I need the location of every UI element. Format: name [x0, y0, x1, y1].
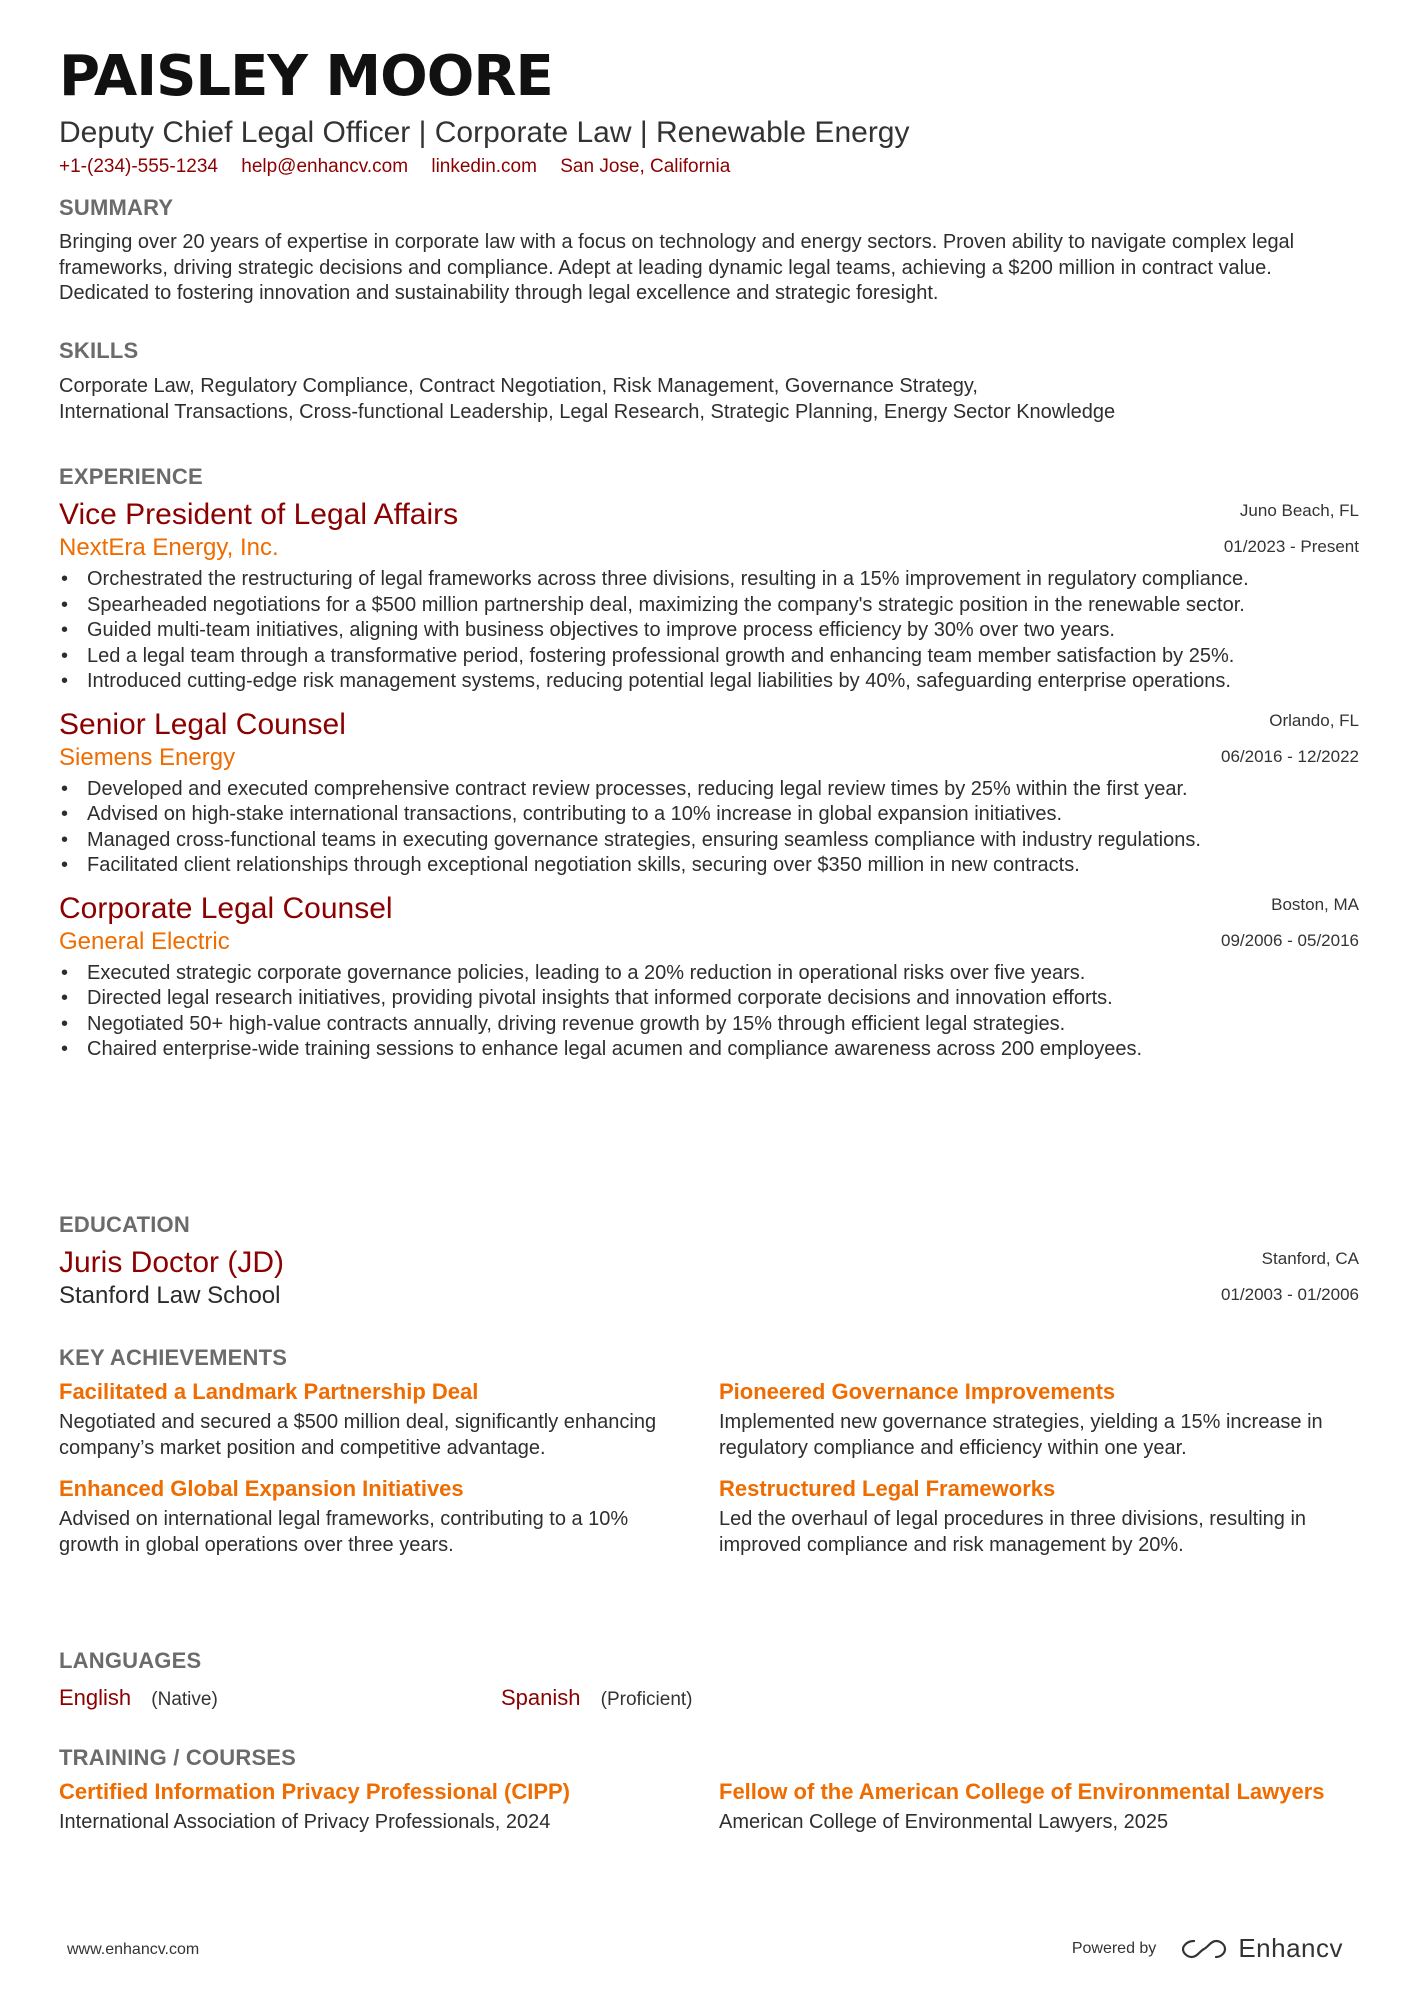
achievement-title: Enhanced Global Expansion Initiatives: [59, 1476, 464, 1501]
job-entry: [59, 497, 1359, 695]
education-section: [59, 1211, 1359, 1311]
skills-section: [59, 337, 1359, 425]
job-location: Boston, MA: [1271, 894, 1359, 914]
list-item: • Orchestrated the restructuring of legal frameworks across three divisions, resulting in a 15% improvement in regulatory compliance.: [59, 567, 1359, 593]
job-entry: [59, 707, 1359, 879]
job-dates: 01/2023 - Present: [1223, 537, 1359, 556]
languages-list: [59, 1683, 1359, 1715]
job-role: Vice President of Legal Affairs: [59, 498, 459, 531]
job-bullets: [59, 777, 1359, 879]
contact-linkedin[interactable]: linkedin.com: [431, 156, 537, 177]
language-name: Spanish: [501, 1685, 581, 1710]
job-dates: 06/2016 - 12/2022: [1220, 746, 1359, 766]
achievement-item: [59, 1378, 679, 1461]
powered-by-label: Powered by: [1071, 1939, 1157, 1957]
job-role: Corporate Legal Counsel: [59, 891, 393, 925]
section-title: KEY ACHIEVEMENTS: [59, 1345, 288, 1370]
training-title: Certified Information Privacy Professional (CIPP): [59, 1779, 571, 1804]
list-item: • Executed strategic corporate governance policies, leading to a 20% reduction in operational risks over five years.: [59, 961, 1359, 987]
contact-email[interactable]: help@enhancv.com: [241, 156, 409, 177]
training-desc: American College of Environmental Lawyers, 2025: [719, 1811, 1169, 1833]
achievement-title: Restructured Legal Frameworks: [719, 1476, 1056, 1501]
education-entry: [59, 1245, 1359, 1311]
list-item: • Directed legal research initiatives, providing pivotal insights that informed corporate decisions and innovation efforts.: [59, 986, 1359, 1012]
training-grid: [59, 1778, 1359, 1836]
list-item: • Introduced cutting-edge risk management systems, reducing potential legal liabilities by 40%, safeguarding enterprise operations.: [59, 669, 1359, 695]
training-title: Fellow of the American College of Environmental Lawyers: [719, 1779, 1325, 1804]
list-item: • Advised on high-stake international transactions, contributing to a 10% increase in global expansion initiatives.: [59, 802, 1359, 828]
job-company: General Electric: [59, 927, 230, 955]
education-degree: Juris Doctor (JD): [59, 1246, 285, 1279]
achievement-desc: Led the overhaul of legal procedures in three divisions, resulting in improved compliance and risk management by 20%.: [719, 1508, 1307, 1556]
achievement-item: [719, 1475, 1339, 1558]
job-entry: [59, 891, 1359, 1063]
enhancv-logo-icon: [1180, 1937, 1228, 1961]
language-name: English: [59, 1685, 132, 1710]
job-location: Orlando, FL: [1269, 710, 1359, 730]
achievements-section: [59, 1344, 1359, 1558]
headline: Deputy Chief Legal Officer | Corporate Law | Renewable Energy: [59, 116, 910, 149]
job-bullets: [59, 961, 1359, 1063]
education-school: Stanford Law School: [59, 1282, 281, 1309]
summary-section: [59, 194, 1359, 307]
skills-line: Corporate Law, Regulatory Compliance, Contract Negotiation, Risk Management, Governance Strategy,: [59, 375, 978, 397]
footer-branding: [1072, 1933, 1343, 1964]
contact-phone[interactable]: +1-(234)-555-1234: [59, 156, 218, 177]
job-dates: 09/2006 - 05/2016: [1220, 930, 1359, 950]
footer-website[interactable]: www.enhancv.com: [67, 1941, 200, 1958]
summary-text: Bringing over 20 years of expertise in corporate law with a focus on technology and energy sectors. Proven ability to navigate complex legal frameworks, driving strategic decisions and compliance. Adept at leading dynamic legal teams, achieving a $200 million in contract value. Dedicated to fostering innovation and sustainability through legal excellence and strategic foresight.: [59, 231, 1295, 304]
achievement-title: Facilitated a Landmark Partnership Deal: [59, 1379, 479, 1404]
achievement-desc: Implemented new governance strategies, yielding a 15% increase in regulatory compliance and efficiency within one year.: [719, 1411, 1323, 1459]
section-title: LANGUAGES: [59, 1648, 202, 1673]
section-title: EDUCATION: [59, 1212, 190, 1237]
training-desc: International Association of Privacy Professionals, 2024: [59, 1811, 551, 1833]
list-item: • Negotiated 50+ high-value contracts annually, driving revenue growth by 15% through efficient legal strategies.: [59, 1012, 1359, 1038]
achievement-item: [59, 1475, 679, 1558]
training-item: [719, 1778, 1339, 1836]
achievement-item: [719, 1378, 1339, 1461]
section-title: TRAINING / COURSES: [59, 1745, 297, 1770]
section-title: EXPERIENCE: [59, 464, 203, 489]
achievement-desc: Negotiated and secured a $500 million deal, significantly enhancing company’s market position and competitive advantage.: [59, 1411, 657, 1459]
language-item: [59, 1683, 501, 1715]
job-company: NextEra Energy, Inc.: [59, 534, 279, 561]
section-title: SKILLS: [59, 338, 139, 363]
list-item: • Led a legal team through a transformative period, fostering professional growth and enhancing team member satisfaction by 25%.: [59, 644, 1359, 670]
brand-name: Enhancv: [1238, 1933, 1343, 1963]
languages-section: [59, 1647, 1359, 1715]
contact-info: [59, 154, 1359, 180]
list-item: • Facilitated client relationships through exceptional negotiation skills, securing over $350 million in new contracts.: [59, 853, 1359, 879]
language-item: [501, 1683, 943, 1715]
skills-line: International Transactions, Cross-functional Leadership, Legal Research, Strategic Planning, Energy Sector Knowledge: [59, 400, 1116, 423]
achievement-title: Pioneered Governance Improvements: [719, 1379, 1116, 1404]
skills-list: [59, 374, 1359, 425]
experience-section: [59, 463, 1359, 1063]
job-bullets: [59, 567, 1359, 695]
list-item: • Spearheaded negotiations for a $500 million partnership deal, maximizing the company's strategic position in the renewable sector.: [59, 593, 1359, 619]
language-level: (Proficient): [600, 1689, 693, 1710]
list-item: • Developed and executed comprehensive contract review processes, reducing legal review times by 25% within the first year.: [59, 777, 1359, 803]
job-role: Senior Legal Counsel: [59, 707, 346, 741]
education-dates: 01/2003 - 01/2006: [1220, 1285, 1359, 1304]
resume-header: [59, 42, 1359, 180]
training-section: [59, 1744, 1359, 1836]
achievements-grid: [59, 1378, 1359, 1558]
list-item: • Chaired enterprise-wide training sessions to enhance legal acumen and compliance awareness across 200 employees.: [59, 1037, 1359, 1063]
language-level: (Native): [151, 1689, 218, 1710]
candidate-name: PAISLEY MOORE: [59, 44, 553, 109]
job-company: Siemens Energy: [59, 743, 236, 771]
contact-location: San Jose, California: [560, 156, 731, 177]
section-title: SUMMARY: [59, 195, 174, 220]
achievement-desc: Advised on international legal frameworks, contributing to a 10% growth in global operations over three years.: [59, 1508, 629, 1556]
list-item: • Managed cross-functional teams in executing governance strategies, ensuring seamless compliance with industry regulations.: [59, 828, 1359, 854]
job-location: Juno Beach, FL: [1239, 501, 1359, 520]
list-item: • Guided multi-team initiatives, aligning with business objectives to improve process efficiency by 30% over two years.: [59, 618, 1359, 644]
education-location: Stanford, CA: [1261, 1249, 1359, 1268]
training-item: [59, 1778, 679, 1836]
